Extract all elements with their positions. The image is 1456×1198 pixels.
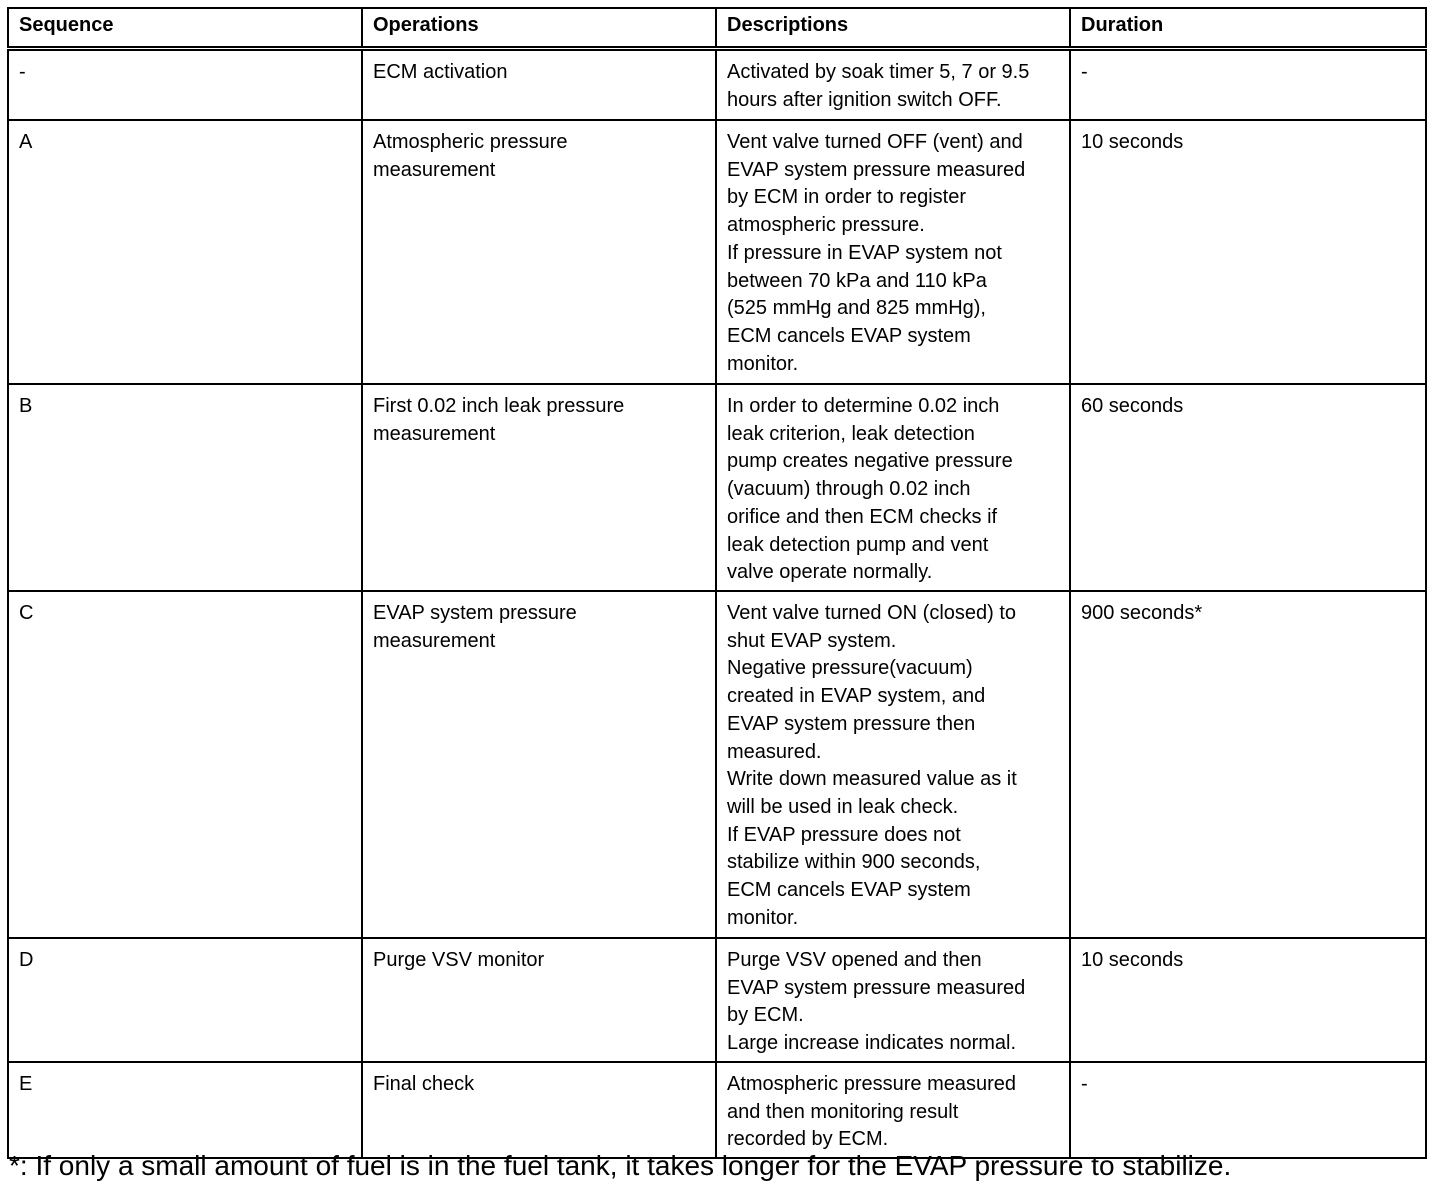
cell-duration: -: [1070, 1062, 1426, 1158]
cell-operations: [362, 384, 716, 591]
table-row: [8, 49, 1426, 121]
descriptions-line: Vent valve turned OFF (vent) and: [727, 131, 1023, 153]
cell-sequence: -: [8, 49, 362, 121]
descriptions-line: EVAP system pressure measured: [727, 976, 1026, 999]
descriptions-line: leak detection pump and vent: [727, 533, 989, 556]
table-row: [8, 938, 1426, 1062]
header-sequence: Sequence: [8, 8, 362, 49]
descriptions-line: Vent valve turned ON (closed) to: [727, 602, 1017, 624]
descriptions-line: monitor.: [727, 352, 799, 375]
descriptions-line: shut EVAP system.: [727, 629, 897, 652]
descriptions-line: Negative pressure(vacuum): [727, 657, 973, 680]
operations-line: measurement: [373, 629, 496, 652]
table-body: [8, 49, 1426, 1159]
cell-operations: [362, 120, 716, 384]
cell-duration: 10 seconds: [1070, 938, 1426, 1062]
descriptions-line: pump creates negative pressure: [727, 450, 1013, 473]
cell-operations: [362, 938, 716, 1062]
table-row: [8, 591, 1426, 938]
cell-sequence: D: [8, 938, 362, 1062]
descriptions-line: recorded by ECM.: [727, 1128, 889, 1151]
descriptions-line: orifice and then ECM checks if: [727, 505, 998, 528]
operations-line: Final check: [373, 1073, 475, 1095]
operations-line: EVAP system pressure: [373, 602, 577, 624]
operations-line: measurement: [373, 158, 496, 181]
cell-descriptions: [716, 49, 1070, 121]
cell-operations: [362, 49, 716, 121]
cell-descriptions: [716, 120, 1070, 384]
cell-descriptions: [716, 384, 1070, 591]
descriptions-line: Large increase indicates normal.: [727, 1032, 1017, 1055]
cell-duration: 10 seconds: [1070, 120, 1426, 384]
header-operations: Operations: [362, 8, 716, 49]
cell-operations: [362, 591, 716, 938]
descriptions-line: Write down measured value as it: [727, 768, 1017, 791]
footnote: *: If only a small amount of fuel is in the fuel tank, it takes longer for the EVAP pressure to stabilize.: [9, 1150, 1232, 1181]
descriptions-line: (vacuum) through 0.02 inch: [727, 478, 971, 501]
descriptions-line: measured.: [727, 740, 822, 763]
cell-sequence: E: [8, 1062, 362, 1158]
descriptions-line: by ECM.: [727, 1004, 804, 1027]
descriptions-line: and then monitoring result: [727, 1100, 959, 1123]
descriptions-line: atmospheric pressure.: [727, 214, 925, 237]
cell-sequence: A: [8, 120, 362, 384]
descriptions-line: (525 mmHg and 825 mmHg),: [727, 297, 986, 320]
descriptions-line: ECM cancels EVAP system: [727, 324, 971, 347]
descriptions-line: Activated by soak timer 5, 7 or 9.5: [727, 61, 1030, 83]
operations-line: measurement: [373, 422, 496, 445]
operations-line: ECM activation: [373, 61, 508, 83]
evap-monitor-sequence-table: [7, 7, 1427, 1159]
header-duration: Duration: [1070, 8, 1426, 49]
cell-duration: 900 seconds*: [1070, 591, 1426, 938]
table-row: [8, 384, 1426, 591]
descriptions-line: If EVAP pressure does not: [727, 823, 961, 846]
table-row: [8, 1062, 1426, 1158]
descriptions-line: by ECM in order to register: [727, 186, 966, 209]
descriptions-line: created in EVAP system, and: [727, 685, 986, 708]
cell-descriptions: [716, 938, 1070, 1062]
descriptions-line: leak criterion, leak detection: [727, 422, 975, 445]
descriptions-line: stabilize within 900 seconds,: [727, 851, 981, 874]
cell-duration: -: [1070, 49, 1426, 121]
descriptions-line: Purge VSV opened and then: [727, 949, 982, 971]
operations-line: First 0.02 inch leak pressure: [373, 395, 625, 417]
operations-line: Purge VSV monitor: [373, 949, 545, 971]
descriptions-line: hours after ignition switch OFF.: [727, 88, 1002, 111]
descriptions-line: will be used in leak check.: [727, 795, 959, 818]
cell-descriptions: [716, 1062, 1070, 1158]
evap-monitor-sequence-table-container: [7, 7, 1425, 1159]
descriptions-line: monitor.: [727, 906, 799, 929]
cell-operations: [362, 1062, 716, 1158]
descriptions-line: between 70 kPa and 110 kPa: [727, 269, 987, 292]
table-row: [8, 120, 1426, 384]
descriptions-line: In order to determine 0.02 inch: [727, 395, 1000, 417]
cell-sequence: C: [8, 591, 362, 938]
cell-sequence: B: [8, 384, 362, 591]
descriptions-line: valve operate normally.: [727, 561, 933, 584]
descriptions-line: EVAP system pressure then: [727, 712, 976, 735]
header-descriptions: Descriptions: [716, 8, 1070, 49]
cell-duration: 60 seconds: [1070, 384, 1426, 591]
operations-line: Atmospheric pressure: [373, 131, 568, 153]
descriptions-line: EVAP system pressure measured: [727, 158, 1026, 181]
cell-descriptions: [716, 591, 1070, 938]
descriptions-line: ECM cancels EVAP system: [727, 879, 971, 902]
descriptions-line: If pressure in EVAP system not: [727, 241, 1002, 264]
table-header-row: [8, 8, 1426, 49]
descriptions-line: Atmospheric pressure measured: [727, 1073, 1017, 1095]
